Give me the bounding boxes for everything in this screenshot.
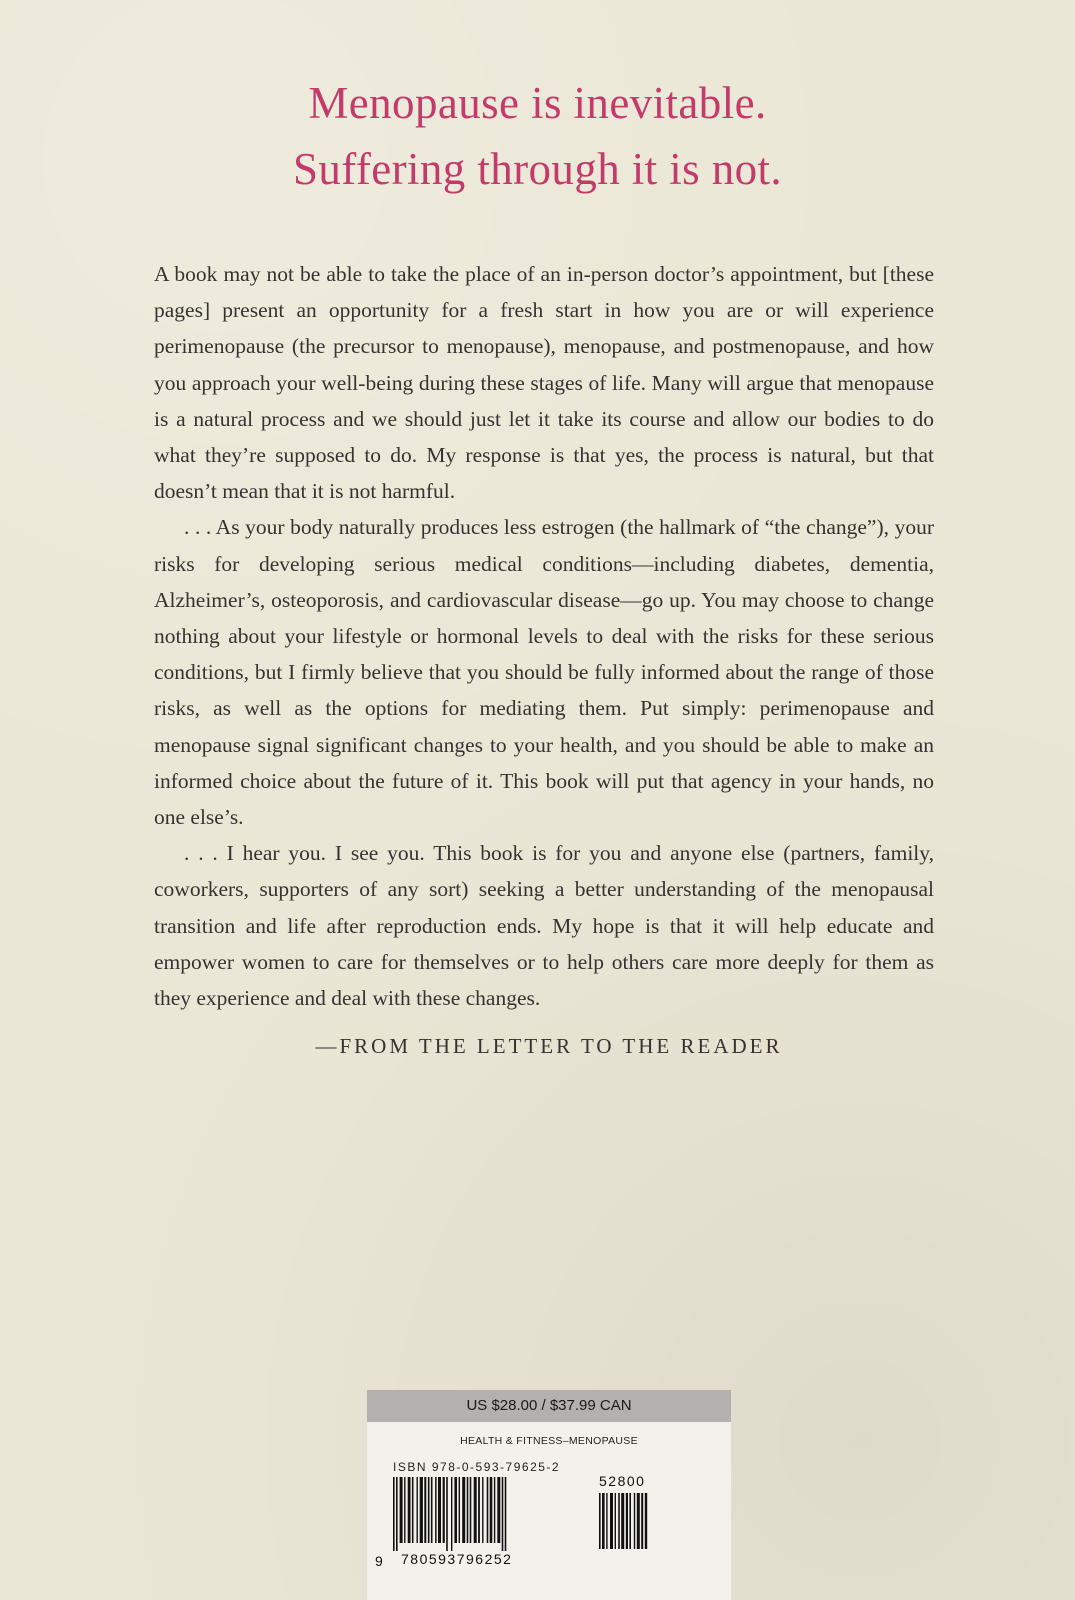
isbn: ISBN 978-0-593-79625-2 bbox=[393, 1460, 561, 1474]
paragraph-1: A book may not be able to take the place of an in-person doctor’s appointment, but [these pages] present an opportunity for a fresh start in how you are or will experience perimenopause (the precursor to menopause), menopause, and postmenopause, and how you approach your well-being during these stages of life. Many will argue that menopause is a natural process and we should just let it take its course and allow our bodies to do what they’re supposed to do. My response is that yes, the process is natural, but that doesn’t mean that it is not harmful. bbox=[154, 262, 934, 504]
barcode-bar bbox=[482, 1477, 483, 1543]
barcode-bar bbox=[610, 1493, 613, 1549]
headline-line-1: Menopause is inevitable. bbox=[308, 78, 767, 128]
barcode-bar bbox=[428, 1477, 430, 1543]
barcode-bar bbox=[615, 1493, 616, 1549]
barcode-bar bbox=[462, 1477, 465, 1543]
barcode-bar bbox=[404, 1477, 405, 1543]
paragraph-3: . . . I hear you. I see you. This book is for you and anyone else (partners, family, coworkers, supporters of any sort) seeking a better understanding of the menopausal transition and life after reproduction ends. My hope is that it will help educate and empower women to care for themselves or to help others care more deeply for them as they experience and deal with these changes. bbox=[154, 841, 934, 1011]
barcode-bar bbox=[431, 1477, 433, 1543]
barcode-bar bbox=[637, 1493, 640, 1549]
letter-excerpt bbox=[154, 256, 934, 1064]
category: HEALTH & FITNESS–MENOPAUSE bbox=[460, 1435, 638, 1447]
barcode-bar bbox=[408, 1477, 411, 1543]
barcode-bar bbox=[470, 1477, 472, 1543]
barcode-bar bbox=[474, 1477, 477, 1543]
barcode-digits: 780593796252 bbox=[401, 1551, 513, 1567]
barcode-bar bbox=[443, 1477, 445, 1543]
barcode-bar bbox=[502, 1477, 504, 1551]
addon-barcode-bars-icon bbox=[597, 1493, 677, 1557]
barcode-bar bbox=[435, 1477, 437, 1543]
headline bbox=[0, 70, 1075, 202]
paragraph-2: . . . As your body naturally produces less estrogen (the hallmark of “the change”), your risks for developing serious medical conditions—including diabetes, dementia, Alzheimer’s, osteoporosis, and cardiovascular disease—go up. You may choose to change nothing about your lifestyle or hormonal levels to deal with the risks for these serious conditions, but I firmly believe that you should be fully informed about the range of those risks, as well as the options for mediating them. Put simply: perimenopause and menopause signal significant changes to your health, and you should be able to make an informed choice about the future of it. This book will put that agency in your hands, no one else’s. bbox=[154, 515, 934, 830]
barcode-bar bbox=[459, 1477, 460, 1543]
barcode-bar bbox=[626, 1493, 628, 1549]
barcode-main bbox=[391, 1477, 591, 1567]
barcode-bar bbox=[478, 1477, 480, 1543]
barcode-bar bbox=[446, 1477, 448, 1551]
barcode-bar bbox=[621, 1493, 624, 1549]
barcode-bar bbox=[412, 1477, 414, 1543]
barcode-bar bbox=[634, 1493, 635, 1549]
barcode-first-digit: 9 bbox=[375, 1553, 383, 1569]
price: US $28.00 / $37.99 CAN bbox=[367, 1390, 731, 1422]
barcode-bar bbox=[417, 1477, 418, 1543]
barcode-bar bbox=[400, 1477, 403, 1543]
barcode-bar bbox=[467, 1477, 469, 1543]
barcode-bar bbox=[645, 1493, 647, 1549]
headline-line-2: Suffering through it is not. bbox=[292, 144, 783, 194]
barcode-bar bbox=[438, 1477, 441, 1543]
barcode-bar bbox=[490, 1477, 493, 1543]
barcode-bar bbox=[641, 1493, 643, 1549]
barcode-bar bbox=[396, 1477, 398, 1551]
barcode-bar bbox=[599, 1493, 601, 1549]
barcode-bar bbox=[618, 1493, 620, 1549]
barcode-bar bbox=[494, 1477, 495, 1543]
barcode-bar bbox=[393, 1477, 395, 1551]
barcode-bar bbox=[451, 1477, 452, 1551]
barcode-bar bbox=[420, 1477, 423, 1543]
price-barcode-label bbox=[367, 1390, 731, 1600]
barcode-bar bbox=[424, 1477, 426, 1543]
barcode-bar bbox=[487, 1477, 489, 1543]
barcode-bar bbox=[606, 1493, 607, 1549]
barcode-bar bbox=[629, 1493, 631, 1549]
barcode-bar bbox=[505, 1477, 507, 1551]
barcode-bars-icon bbox=[391, 1477, 591, 1551]
attribution: —FROM THE LETTER TO THE READER bbox=[315, 1034, 783, 1059]
barcode-bar bbox=[602, 1493, 605, 1549]
barcode-bar bbox=[454, 1477, 457, 1543]
addon-digits: 52800 bbox=[599, 1473, 646, 1489]
barcode-bar bbox=[497, 1477, 500, 1543]
